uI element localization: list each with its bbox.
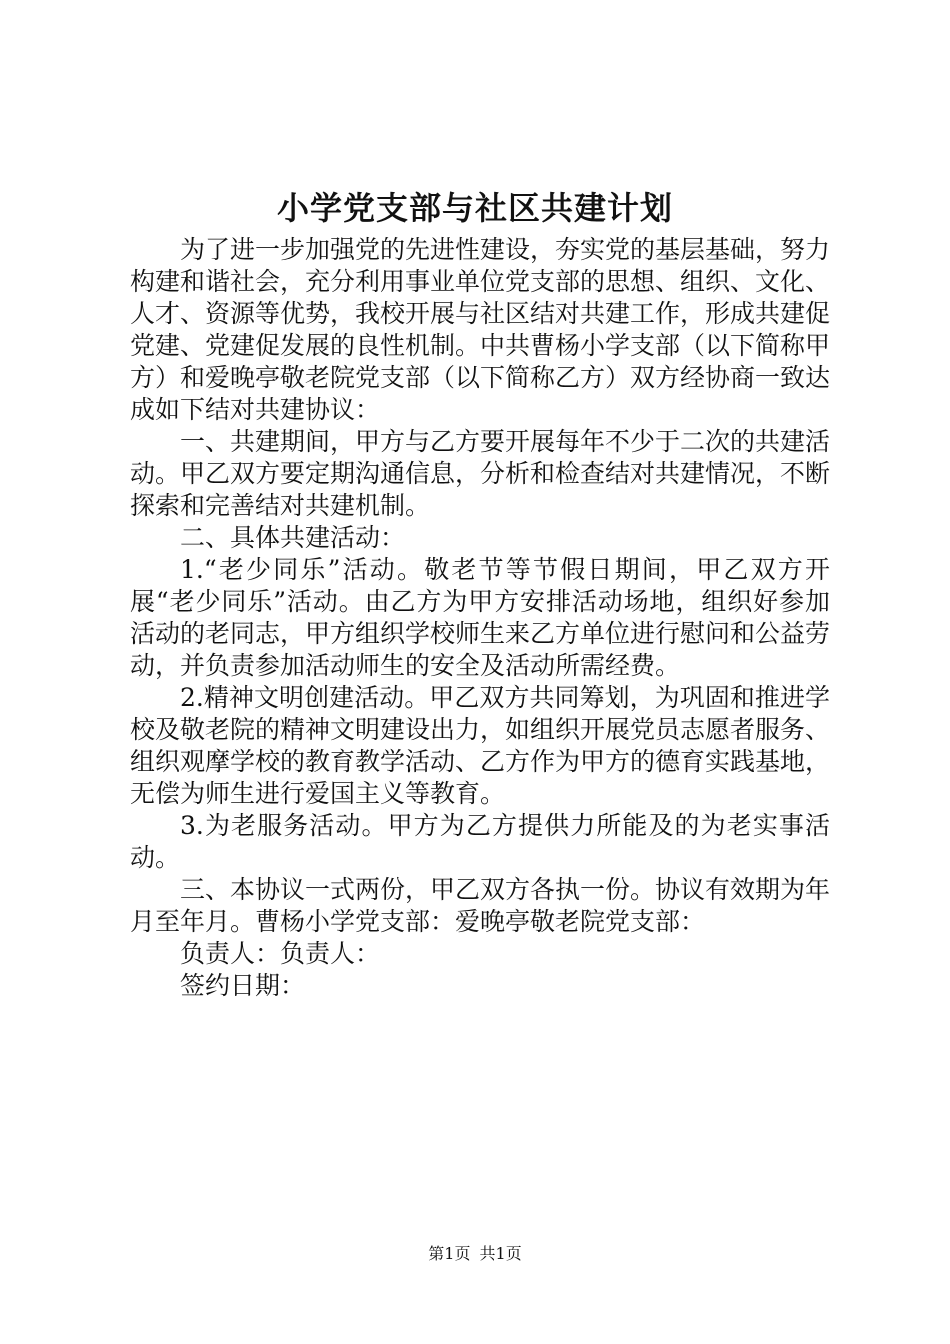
clause-two-heading: 二、具体共建活动： bbox=[180, 523, 406, 552]
activity-two-paragraph: 2.精神文明创建活动。甲乙双方共同筹划，为巩固和推进学校及敬老院的精神文明建设出力，如组织开展党员志愿者服务、组织观摩学校的教育教学活动、乙方作为甲方的德育实践基地，无偿为师生进行爱国主义等教育。 bbox=[130, 683, 831, 808]
activity-three-paragraph: 3.为老服务活动。甲方为乙方提供力所能及的为老实事活动。 bbox=[130, 811, 830, 872]
document-title: 小学党支部与社区共建计划 bbox=[276, 189, 673, 227]
signing-date-line: 签约日期： bbox=[180, 971, 306, 1000]
page-number-footer: 第1页 共1页 bbox=[428, 1244, 522, 1263]
activity-one-paragraph: 1.“老少同乐”活动。敬老节等节假日期间，甲乙双方开展“老少同乐”活动。由乙方为甲方安排活动场地，组织好参加活动的老同志，甲方组织学校师生来乙方单位进行慰问和公益劳动，并负责参加活动师生的安全及活动所需经费。 bbox=[130, 555, 831, 680]
clause-one-paragraph: 一、共建期间，甲方与乙方要开展每年不少于二次的共建活动。甲乙双方要定期沟通信息，分析和检查结对共建情况，不断探索和完善结对共建机制。 bbox=[130, 427, 831, 520]
intro-paragraph: 为了进一步加强党的先进性建设，夯实党的基层基础，努力构建和谐社会，充分利用事业单位党支部的思想、组织、文化、人才、资源等优势，我校开展与社区结对共建工作，形成共建促党建、党建促发展的良性机制。中共曹杨小学支部（以下简称甲方）和爱晚亭敬老院党支部（以下简称乙方）双方经协商一致达成如下结对共建协议： bbox=[130, 235, 831, 424]
clause-three-paragraph: 三、本协议一式两份，甲乙双方各执一份。协议有效期为年月至年月。曹杨小学党支部：爱晚亭敬老院党支部： bbox=[130, 875, 831, 936]
document-body bbox=[130, 234, 830, 1002]
responsible-person-line: 负责人：负责人： bbox=[180, 939, 381, 968]
